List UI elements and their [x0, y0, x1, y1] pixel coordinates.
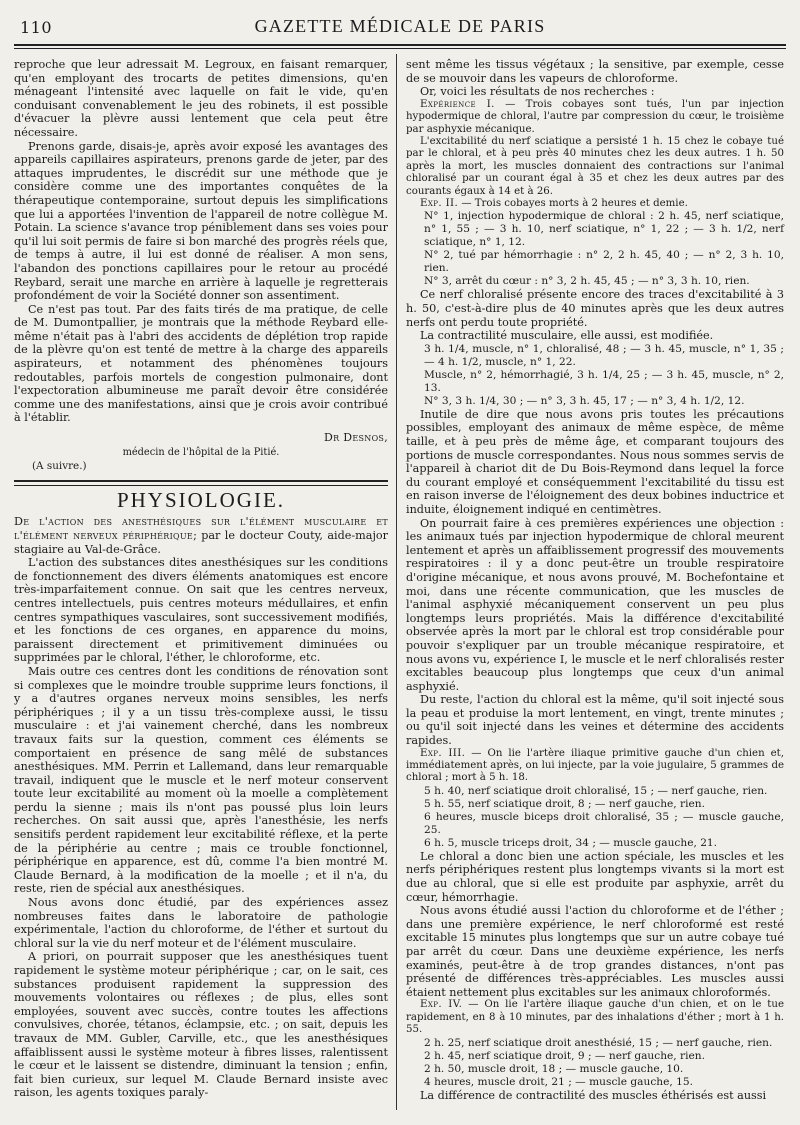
paragraph: L'excitabilité du nerf sciatique a persisté 1 h. 15 chez le cobaye tué par le chloral, et à peu près 40 minutes chez les deux autres. 1 h. 50 après la mort, les muscles donnaient des contractions sur l'animal chloralisé par un courant égal à 35 et chez les deux autres par des courants égaux à 14 et à 26.	[406, 136, 784, 197]
paragraph: La différence de contractilité des muscles éthérisés est aussi	[420, 1088, 767, 1102]
data-line: 5 h. 55, nerf sciatique droit, 8 ; — nerf gauche, rien.	[424, 797, 705, 810]
data-line: 4 heures, muscle droit, 21 ; — muscle gauche, 15.	[424, 1075, 693, 1088]
paragraph: Du reste, l'action du chloral est la même, qu'il soit injecté sous la peau et produise la mort lentement, en vingt, trente minutes ; ou qu'il soit injecté dans les veines et détermine des accidents rapides.	[406, 693, 784, 748]
paragraph: Nous avons étudié aussi l'action du chloroforme et de l'éther ; dans une première expérience, le nerf chloroformé est resté excitable 15 minutes plus longtemps que sur un autre cobaye tué par arrêt du cœur. Dans une deuxième expérience, les nerfs examinés, peut-être à de trop grandes distances, n'ont pas présenté de différences très-appréciables. Les muscles aussi étaient nettement plus excitables sur les animaux chloroformés.	[406, 904, 784, 999]
paragraph: A priori, on pourrait supposer que les anesthésiques tuent rapidement le système moteur périphérique ; car, on le sait, ces substances produisent rapidement la suppression des mouvements volontaires ou réflexes ; de plus, elles sont employées, souvent avec succès, contre toutes les affections convulsives, chorée, tétanos, éclampsie, etc. ; on sait, depuis les travaux de MM. Gubler, Carville, etc., que les anesthésiques affaiblissent aussi le système moteur à fibres lisses, ralentissent le cœur et le laissent se distendre, diminuant la tension ; enfin, fait bien curieux, sur lequel M. Claude Bernard insiste avec raison, les agents toxiques paraly-	[14, 950, 388, 1100]
section-rule-thin	[14, 485, 388, 486]
paragraph: sent même les tissus végétaux ; la sensitive, par exemple, cesse de se mouvoir dans les vapeurs de chloroforme.	[406, 58, 784, 85]
to-be-continued: (A suivre.)	[32, 460, 87, 473]
paragraph: Or, voici les résultats de nos recherches :	[420, 85, 655, 99]
signature-role: médecin de l'hôpital de la Pitié.	[122, 446, 280, 458]
page-number: 110	[20, 18, 53, 37]
experiment-1	[406, 99, 784, 136]
column-divider	[396, 54, 397, 1110]
paragraph: On pourrait faire à ces premières expériences une objection : les animaux tués par injection hypodermique de chloral meurent lentement et après un affaiblissement progressif des mouvements respiratoires : il y a donc peut-être un trouble respiratoire d'origine mécanique, et nous avons prouvé, M. Bochefontaine et moi, dans une récente communication, que les muscles de l'animal asphyxié mécaniquement conservent un peu plus longtemps leurs propriétés. Mais la différence d'excitabilité observée après la mort par le chloral est trop considérable pour pouvoir s'expliquer par un trouble mécanique respiratoire, et nous avons vu, expérience I, le muscle et le nerf chloralisés rester excitables beaucoup plus longtemps que ceux d'un animal asphyxié.	[406, 516, 784, 693]
paragraph: Inutile de dire que nous avons pris toutes les précautions possibles, employant des animaux de même espèce, de même taille, et à peu près de même âge, et comparant toujours des portions de muscle correspondantes. Nous nous sommes servis de l'appareil à chariot dit de Du Bois-Reymond dans lequel la force du courant employé et conséquemment l'excitabilité du tissu est en raison inverse de l'éloignement des deux bobines inductrice et induite, éloignement indiqué en centimètres.	[406, 407, 784, 516]
experiment-2	[406, 198, 784, 210]
experiment-3	[406, 748, 784, 785]
article-author: ; par le docteur Couty, aide-major stagiaire au Val-de-Grâce.	[14, 529, 388, 556]
experiment-label: Expérience I.	[420, 98, 495, 110]
data-line: 5 h. 40, nerf sciatique droit chloralisé, 15 ; — nerf gauche, rien.	[424, 784, 768, 797]
experiment-text: — On lie l'artère iliaque primitive gauche d'un chien et, immédiatement après, on lui injecte, par la voie jugulaire, 5 grammes de chloral ; mort à 5 h. 18.	[406, 747, 784, 784]
author-signature	[14, 431, 388, 445]
header-rule	[14, 44, 786, 46]
journal-page	[14, 14, 786, 1114]
running-header	[14, 14, 786, 48]
paragraph: Ce n'est pas tout. Par des faits tirés de ma pratique, de celle de M. Dumontpallier, je montrais que la méthode Reybard elle-même n'était pas à l'abri des accidents de déplétion trop rapide de la plèvre qu'on est tenté de mettre à la charge des appareils aspirateurs, et notamment des phénomènes toujours redoutables, parfois mortels de congestion pulmonaire, dont l'expectoration albumineuse me paraît devoir être considérée comme une des manifestations, ainsi que je crois avoir contribué à l'établir.	[14, 302, 388, 425]
experiment-label: Exp. II.	[420, 198, 459, 210]
data-line: N° 1, injection hypodermique de chloral : 2 h. 45, nerf sciatique, n° 1, 55 ; — 3 h. 10, nerf sciatique, n° 1, 22 ; — 3 h. 1/2, nerf sciatique, n° 1, 12.	[424, 210, 784, 249]
experiment-label: Exp. IV.	[420, 999, 463, 1011]
experiment-text: — Trois cobayes sont tués, l'un par injection hypodermique de chloral, l'autre par compression du cœur, le troisième par asphyxie mécanique.	[406, 98, 784, 135]
paragraph: reproche que leur adressait M. Legroux, en faisant remarquer, qu'en employant des trocarts de petites dimensions, qu'en ménageant l'intensité avec laquelle on fait le vide, qu'en conduisant convenablement le jeu des robinets, il est possible d'évacuer la plèvre aussi lentement que cela peut être nécessaire.	[14, 58, 388, 139]
signature-name: Dr Desnos,	[323, 431, 388, 445]
data-line: 6 heures, muscle biceps droit chloralisé, 35 ; — muscle gauche, 25.	[424, 810, 784, 836]
data-line: 3 h. 1/4, muscle, n° 1, chloralisé, 48 ; — 3 h. 45, muscle, n° 1, 35 ; — 4 h. 1/2, muscle, n° 1, 22.	[424, 342, 784, 368]
experiment-text: — Trois cobayes morts à 2 heures et demie.	[458, 198, 688, 210]
paragraph: Mais outre ces centres dont les conditions de rénovation sont si complexes que le moindre trouble supprime leurs fonctions, il y a d'autres organes nerveux moins sensibles, les nerfs périphériques ; il y a un tissu très-complexe aussi, le tissu musculaire : et j'ai vainement cherché, dans les nombreux travaux faits sur la question, comment ces éléments se comportaient en présence de sang mêlé de substances anesthésiques. MM. Perrin et Lallemand, dans leur remarquable travail, indiquent que le muscle et le nerf moteur conservent toute leur excitabilité au moment où la moelle a complètement perdu la sienne ; mais ils n'ont pas poussé plus loin leurs recherches. On sait aussi que, après l'anesthésie, les nerfs sensitifs perdent rapidement leur excitabilité réflexe, et la perte de la périphérie au centre ; mais ce trouble fonctionnel, périphérique en apparence, est dû, comme l'a bien montré M. Claude Bernard, à la modification de la moelle ; et il n'a, du reste, rien de spécial aux anesthésiques.	[14, 664, 388, 896]
section-rule	[14, 480, 388, 482]
paragraph: Prenons garde, disais-je, après avoir exposé les avantages des appareils capillaires aspirateurs, prenons garde de jeter, par des attaques imprudentes, le discrédit sur une méthode que je considère comme une des importantes conquêtes de la thérapeutique contemporaine, surtout depuis les simplifications que lui a apportées l'invention de l'appareil de notre collègue M. Potain. La science s'avance trop péniblement dans ses voies pour qu'il lui soit permis de faire si bon marché des progrès réels que, de temps à autre, il lui est donné de réaliser. A mon sens, l'abandon des ponctions capillaires pour le retour au procédé Reybard, serait une marche en arrière à laquelle je regretterais profondément de voir la Société donner son assentiment.	[14, 139, 388, 303]
data-line: N° 2, tué par hémorrhagie : n° 2, 2 h. 45, 40 ; — n° 2, 3 h. 10, rien.	[424, 249, 784, 275]
header-rule-thin	[14, 48, 786, 49]
right-column	[406, 58, 784, 1102]
experiment-text: — On lie l'artère iliaque gauche d'un chien, et on le tue rapidement, en 8 à 10 minutes, par des inhalations d'éther ; mort à 1 h. 55.	[406, 999, 784, 1036]
paragraph: L'action des substances dites anesthésiques sur les conditions de fonctionnement des divers éléments anatomiques est encore très-imparfaitement connue. On sait que les centres nerveux, centres intellectuels, puis centres moteurs médullaires, et enfin centres sympathiques vasculaires, sont successivement modifiés, et les fonctions de ces organes, en apparence du moins, paraissent directement et primitivement diminuées ou supprimées par le chloral, l'éther, le chloroforme, etc.	[14, 556, 388, 665]
paragraph: Le chloral a donc bien une action spéciale, les muscles et les nerfs périphériques restent plus longtemps vivants si la mort est due au chloral, que si elle est produite par asphyxie, arrêt du cœur, hémorrhagie.	[406, 849, 784, 904]
data-line: 6 h. 5, muscle triceps droit, 34 ; — muscle gauche, 21.	[424, 836, 718, 849]
data-line: Muscle, n° 2, hémorrhagié, 3 h. 1/4, 25 ; — 3 h. 45, muscle, n° 2, 13.	[424, 368, 784, 394]
data-line: 2 h. 45, nerf sciatique droit, 9 ; — nerf gauche, rien.	[424, 1049, 705, 1062]
section-title: PHYSIOLOGIE.	[116, 487, 286, 512]
paragraph: Nous avons donc étudié, par des expériences assez nombreuses faites dans le laboratoire de pathologie expérimentale, l'action du chloroforme, de l'éther et surtout du chloral sur la vie du nerf moteur et de l'élément musculaire.	[14, 896, 388, 950]
paragraph: La contractilité musculaire, elle aussi, est modifiée.	[420, 329, 714, 343]
journal-title: GAZETTE MÉDICALE DE PARIS	[254, 16, 546, 36]
experiment-4	[406, 999, 784, 1036]
article-heading	[14, 515, 388, 556]
data-line: N° 3, 3 h. 1/4, 30 ; — n° 3, 3 h. 45, 17 ; — n° 3, 4 h. 1/2, 12.	[424, 394, 745, 407]
data-line: 2 h. 25, nerf sciatique droit anesthésié, 15 ; — nerf gauche, rien.	[424, 1036, 773, 1049]
article-title: De l'action des anesthésiques sur l'élément musculaire et l'élément nerveux périphérique	[14, 515, 388, 542]
left-column	[14, 58, 388, 1100]
data-line: 2 h. 50, muscle droit, 18 ; — muscle gauche, 10.	[424, 1062, 684, 1075]
experiment-label: Exp. III.	[420, 747, 466, 759]
data-line: N° 3, arrêt du cœur : n° 3, 2 h. 45, 45 ; — n° 3, 3 h. 10, rien.	[424, 275, 750, 288]
paragraph: Ce nerf chloralisé présente encore des traces d'excitabilité à 3 h. 50, c'est-à-dire plus de 40 minutes après que les deux autres nerfs ont perdu toute propriété.	[406, 288, 784, 329]
